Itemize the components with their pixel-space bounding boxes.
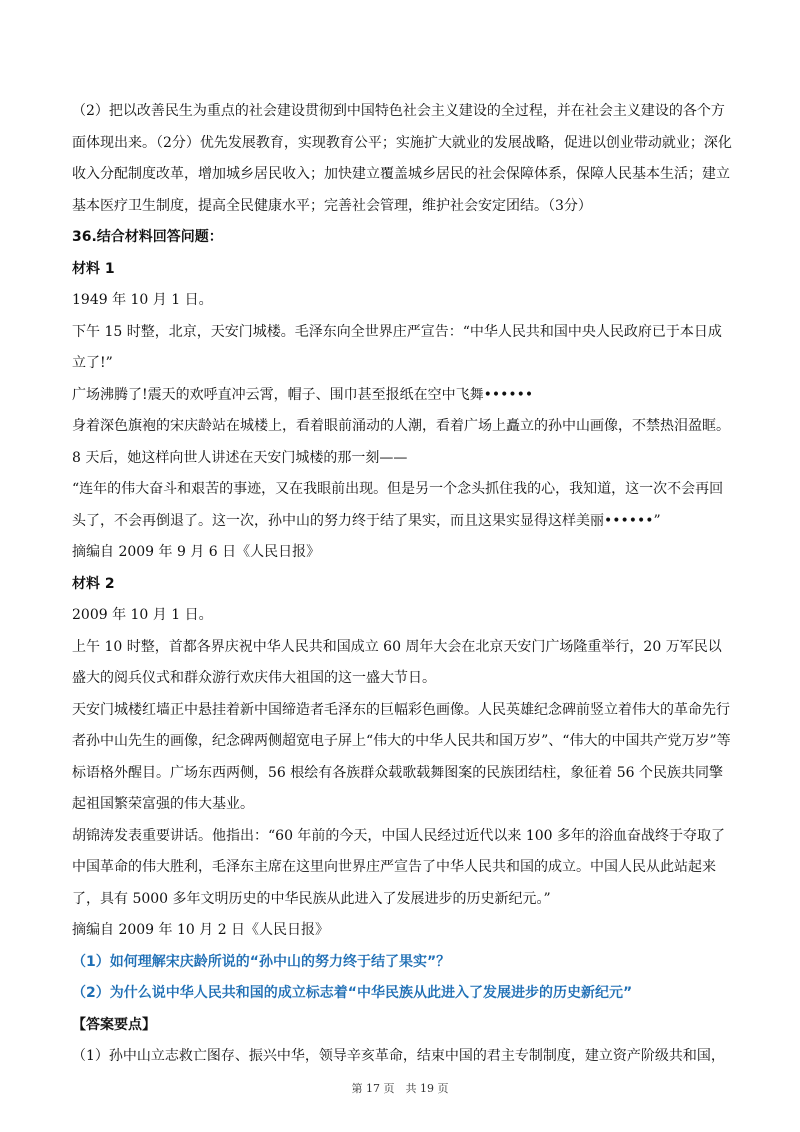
page-footer: 第 17 页 共 19 页 xyxy=(351,1082,449,1095)
section-heading: 材料 2 xyxy=(72,575,115,592)
document-body xyxy=(72,96,732,1073)
paragraph: 下午 15 时整，北京，天安门城楼。毛泽东向全世界庄严宣告：“中华人民共和国中央人民政府已于本日成立了!” xyxy=(72,323,722,371)
paragraph: “连年的伟大奋斗和艰苦的事迹，又在我眼前出现。但是另一个念头抓住我的心，我知道，这一次不会再回头了，不会再倒退了。这一次，孙中山的努力终于结了果实，而且这果实显得这样美丽••••••” xyxy=(72,481,724,529)
question-text: （2）为什么说中华人民共和国的成立标志着“中华民族从此进入了发展进步的历史新纪元” xyxy=(72,985,633,1001)
paragraph: 胡锦涛发表重要讲话。他指出：“60 年前的今天，中国人民经过近代以来 100 多年的浴血奋战终于夺取了中国革命的伟大胜利，毛泽东主席在这里向世界庄严宣告了中华人民共和国的成立。中国人民从此站起来了，具有 5000 多年文明历史的中华民族从此进入了发展进步的历史新纪元。” xyxy=(72,827,726,907)
section-heading: 【答案要点】 xyxy=(72,1016,156,1033)
paragraph: 上午 10 时整，首都各界庆祝中华人民共和国成立 60 周年大会在北京天安门广场隆重举行，20 万军民以盛大的阅兵仪式和群众游行欢庆伟大祖国的这一盛大节日。 xyxy=(72,638,722,686)
paragraph: 摘编自 2009 年 10 月 2 日《人民日报》 xyxy=(72,922,330,938)
section-heading: 36.结合材料回答问题： xyxy=(72,229,223,245)
paragraph: 天安门城楼红墙正中悬挂着新中国缔造者毛泽东的巨幅彩色画像。人民英雄纪念碑前竖立着伟大的革命先行者孙中山先生的画像，纪念碑两侧超宽电子屏上“伟大的中华人民共和国万岁”、“伟大的中国共产党万岁”等标语格外醒目。广场东西两侧，56 根绘有各族群众载歌载舞图案的民族团结柱，象征着 56 个民族共同擎起祖国繁荣富强的伟大基业。 xyxy=(72,701,731,812)
paragraph: 1949 年 10 月 1 日。 xyxy=(72,292,213,308)
paragraph: （2）把以改善民生为重点的社会建设贯彻到中国特色社会主义建设的全过程，并在社会主义建设的各个方面体现出来。（2分）优先发展教育，实现教育公平；实施扩大就业的发展战略，促进以创业带动就业；深化收入分配制度改革，增加城乡居民收入；加快建立覆盖城乡居民的社会保障体系，保障人民基本生活；建立基本医疗卫生制度，提高全民健康水平；完善社会管理，维护社会安定团结。（3分） xyxy=(72,103,732,214)
question-text: （1）如何理解宋庆龄所说的“孙中山的努力终于结了果实”？ xyxy=(72,953,451,970)
section-heading: 材料 1 xyxy=(72,260,115,277)
paragraph: 摘编自 2009 年 9 月 6 日《人民日报》 xyxy=(72,544,321,560)
paragraph: （1）孙中山立志救亡图存、振兴中华，领导辛亥革命，结束中国的君主专制制度，建立资产阶级共和国， xyxy=(72,1048,725,1064)
paragraph: 广场沸腾了!震天的欢呼直冲云霄，帽子、围巾甚至报纸在空中飞舞•••••• xyxy=(72,386,534,403)
paragraph: 身着深色旗袍的宋庆龄站在城楼上，看着眼前涌动的人潮，看着广场上矗立的孙中山画像，不禁热泪盈眶。8 天后，她这样向世人讲述在天安门城楼的那一刻—— xyxy=(72,418,730,466)
paragraph: 2009 年 10 月 1 日。 xyxy=(72,607,213,623)
